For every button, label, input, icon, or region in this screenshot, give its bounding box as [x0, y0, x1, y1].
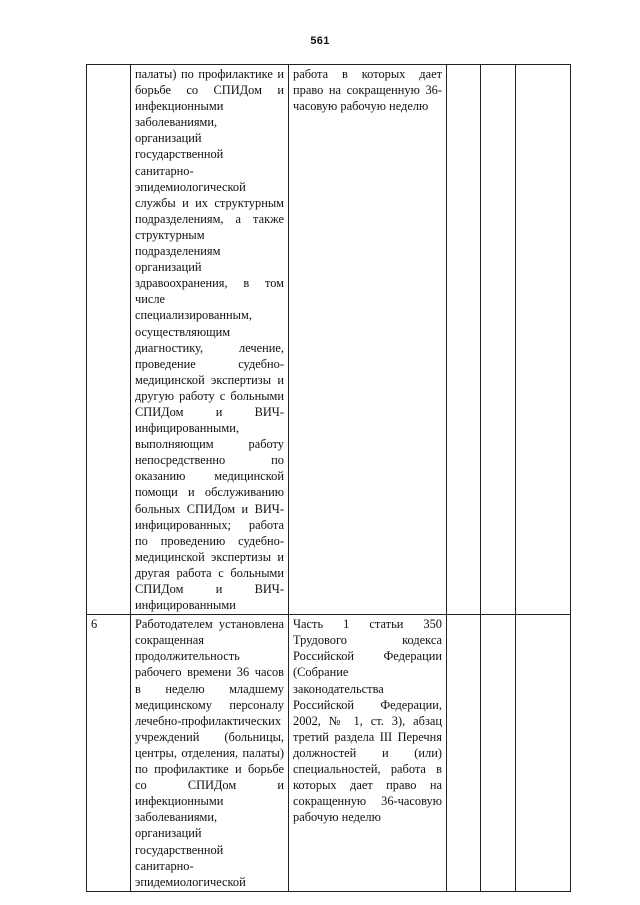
empty-cell	[447, 615, 481, 892]
description-cell: Работодателем установлена сокращенная продолжительность рабочего времени 36 часов в неделю младшему медицинскому персоналу лечебно-профилактических учреждений (больницы, центры, отделения, палаты) по профилактике и борьбе со СПИДом и инфекционными заболеваниями, организаций государственной санитарно-эпидемиологической	[131, 615, 289, 892]
empty-cell	[447, 65, 481, 615]
page-number: 561	[310, 35, 330, 47]
legal-basis-cell: Часть 1 статьи 350 Трудового кодекса Российской Федерации (Собрание законодательства Российской Федерации, 2002, № 1, ст. 3), абзац третий раздела III Перечня должностей и (или) специальностей, работа в которых дает право на сокращенную 36-часовую рабочую неделю	[289, 615, 447, 892]
empty-cell	[481, 65, 516, 615]
table-row	[87, 615, 571, 892]
row-number-cell: 6	[87, 615, 131, 892]
row-number-cell	[87, 65, 131, 615]
empty-cell	[516, 65, 571, 615]
legal-basis-cell: работа в которых дает право на сокращенную 36-часовую рабочую неделю	[289, 65, 447, 615]
empty-cell	[516, 615, 571, 892]
empty-cell	[481, 615, 516, 892]
table-row	[87, 65, 571, 615]
document-table	[86, 64, 571, 892]
description-cell: палаты) по профилактике и борьбе со СПИДом и инфекционными заболеваниями, организаций государственной санитарно-эпидемиологической службы и их структурным подразделениям, а также структурным подразделениям организаций здравоохранения, в том числе специализированным, осуществляющим диагностику, лечение, проведение судебно-медицинской экспертизы и другую работу с больными СПИДом и ВИЧ-инфицированными, выполняющим работу непосредственно по оказанию медицинской помощи и обслуживанию больных СПИДом и ВИЧ-инфицированных; работа по проведению судебно-медицинской экспертизы и другая работа с больными СПИДом и ВИЧ-инфицированными	[131, 65, 289, 615]
